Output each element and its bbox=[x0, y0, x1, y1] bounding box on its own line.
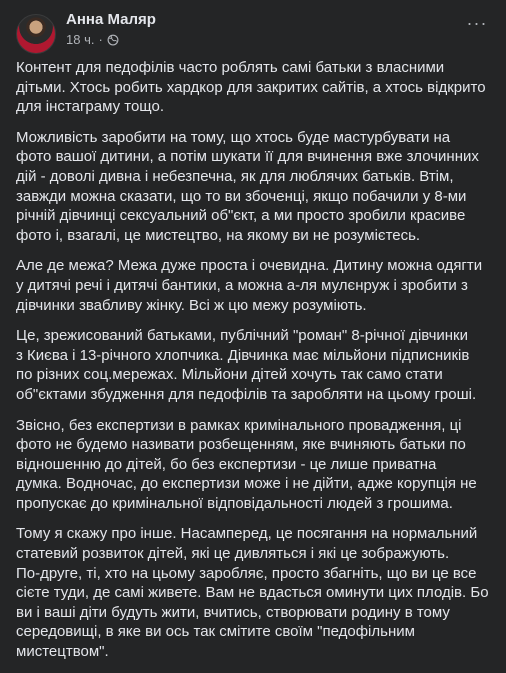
globe-icon[interactable] bbox=[107, 34, 119, 46]
post-paragraph: Це, зрежисований батьками, публічний "роман" 8-річної дівчинки з Києва і 13-річного хлопчика. Дівчинка має мільйони підписників по різних соц.мережах. Мільйони дітей хочуть так само стати об"єктами збудження для педофілів та заробляти на цьому гроші. bbox=[16, 327, 477, 403]
post-text bbox=[16, 58, 490, 673]
post-paragraph: Контент для педофілів часто роблять самі батьки з власними дітьми. Хтось робить хардкор для закритих сайтів, а хтось відкрито для інстаграму тощо. bbox=[16, 59, 486, 116]
post-paragraph: Звісно, без експертизи в рамках кримінального провадження, ці фото не будемо називати розбещенням, яке вчиняють батьки по відношенню до дітей, бо без експертизи - це лише приватна думка. Водночас, до експертизи може і не дійти, адже корупція не пропускає до кримінальної відповідальності людей з грошима. bbox=[16, 416, 477, 512]
post-paragraph: Але де межа? Межа дуже проста і очевидна. Дитину можна одягти у дитячі речі і дитячі бантики, а можна а-ля мулєнруж і зробити з дівчинки звабливу жінку. Всі ж цю межу розуміють. bbox=[16, 257, 483, 314]
post-header bbox=[16, 10, 490, 54]
post-meta bbox=[66, 32, 119, 47]
author-name[interactable]: Анна Маляр bbox=[66, 11, 156, 28]
post-timestamp[interactable]: 18 ч. bbox=[66, 32, 95, 47]
post-paragraph: Тому я скажу про інше. Насамперед, це посягання на нормальний статевий розвиток дітей, які це дивляться і які це зображують. По-друге, ті, хто на цьому заробляє, просто збагніть, що ви це все сієте туди, де самі живете. Вам не вдасться оминути цих плодів. Бо ви і ваші діти будуть жити, вчитись, створювати родину в тому середовищі, в яке ви ось так смітите своїм "педофільним мистецтвом". bbox=[16, 525, 489, 661]
more-options-icon[interactable]: ··· bbox=[466, 12, 488, 33]
post-paragraph: Можливість заробити на тому, що хтось буде мастурбувати на фото вашої дитини, а потім шукати її для вчинення вже злочинних дій - доволі дивна і небезпечна, як для люблячих батьків. Втім, завжди можна сказати, що то ви збоченці, якщо побачили у 8-ми річній дівчинці сексуальний об"єкт, а ми просто зробили красиве фото і, взагалі, це мистецтво, на якому ви не розумієтесь. bbox=[16, 128, 479, 244]
meta-separator: · bbox=[98, 32, 103, 47]
author-avatar[interactable] bbox=[16, 14, 56, 54]
